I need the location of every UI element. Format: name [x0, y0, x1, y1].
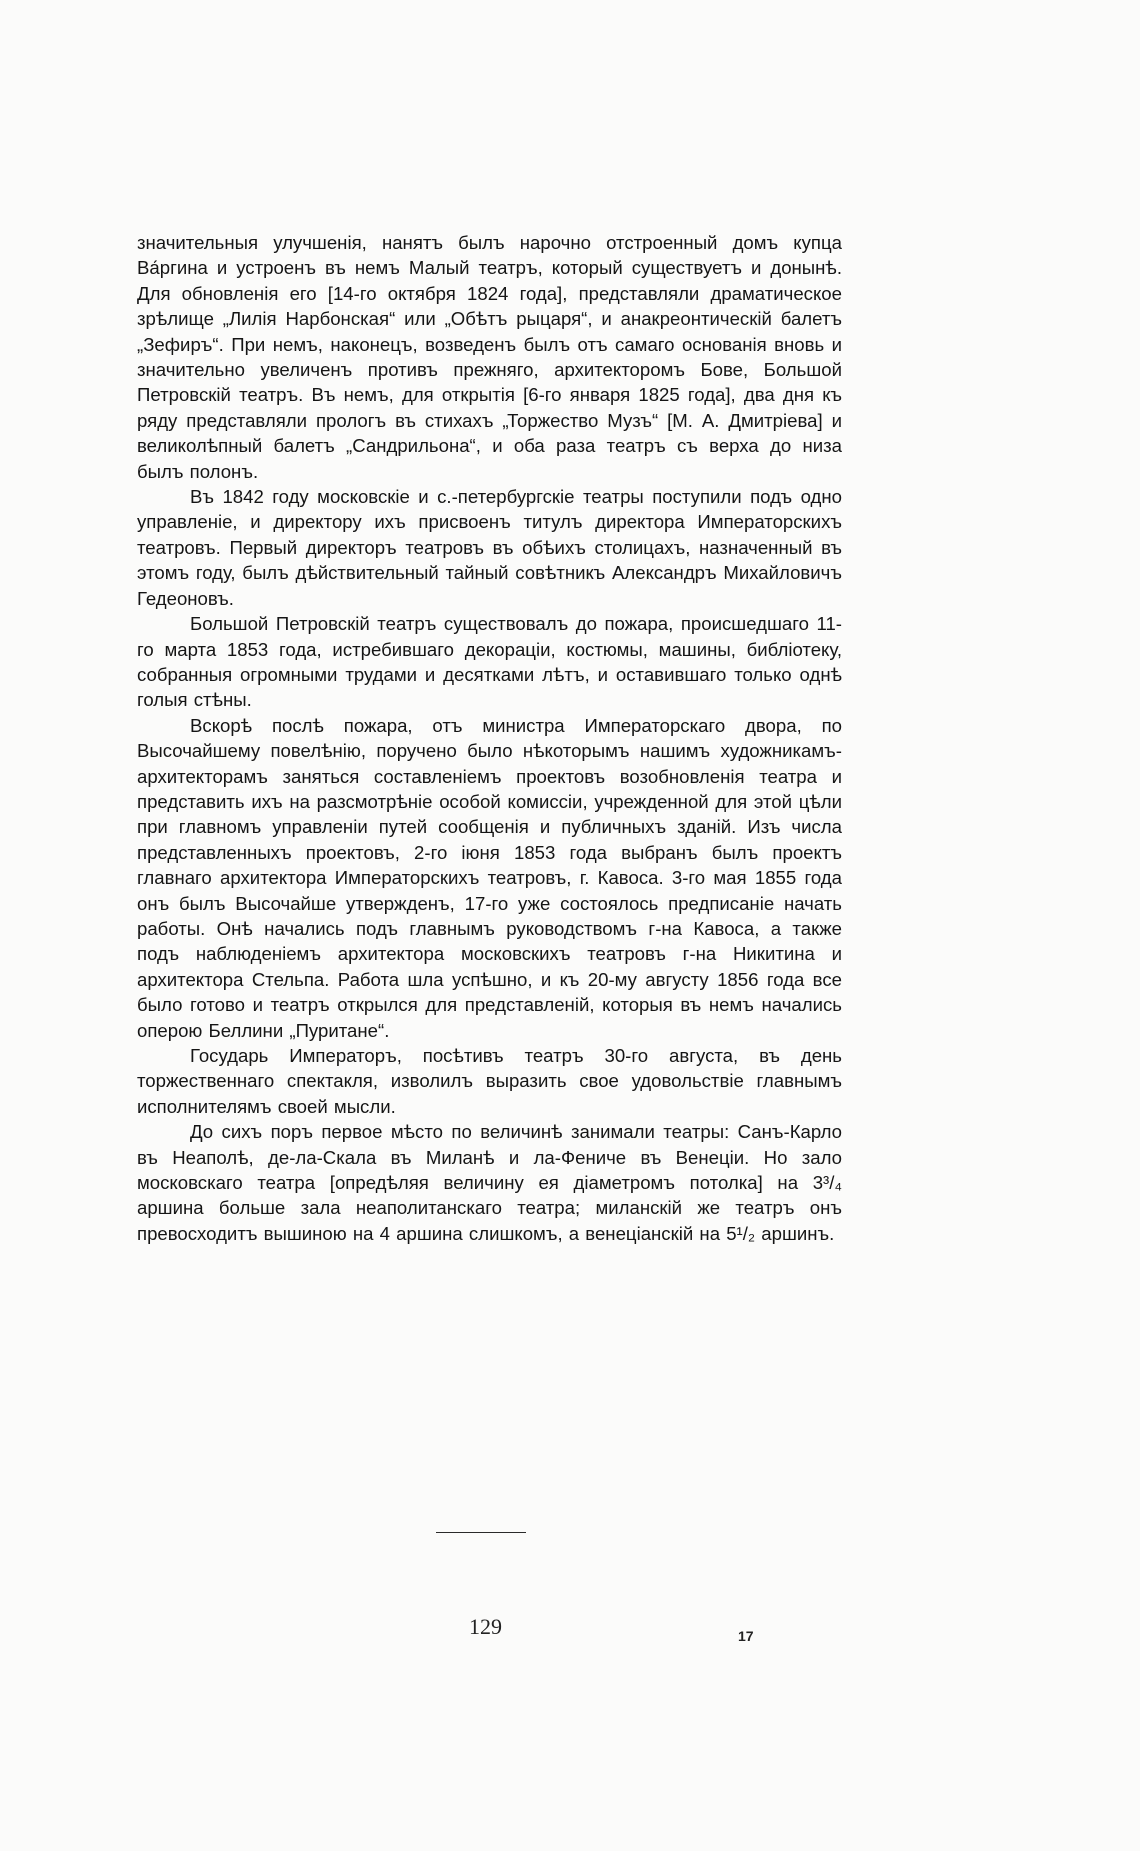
signature-mark: 17 [738, 1628, 754, 1644]
paragraph-6: До сихъ поръ первое мѣсто по величинѣ занимали театры: Санъ-Карло въ Неаполѣ, де-ла-Скала въ Миланѣ и ла-Фениче въ Венеціи. Но зало московскаго театра [опредѣляя величину ея діаметромъ потолка] на 3³/₄ аршина больше зала неаполитанскаго театра; миланскій же театръ онъ превосходитъ вышиною на 4 аршина слишкомъ, а венеціанскій на 5¹/₂ аршинъ. [137, 1121, 842, 1244]
body-text [137, 230, 842, 1246]
paragraph-4: Вскорѣ послѣ пожара, отъ министра Императорскаго двора, по Высочайшему повелѣнію, поручено было нѣкоторымъ нашимъ художникамъ-архитекторамъ заняться составленіемъ проектовъ возобновленія театра и представить ихъ на разсмотрѣніе особой комиссіи, учрежденной для этой цѣли при главномъ управленіи путей сообщенія и публичныхъ зданій. Изъ числа представленныхъ проектовъ, 2-го іюня 1853 года выбранъ былъ проектъ главнаго архитектора Императорскихъ театровъ, г. Кавоса. 3-го мая 1855 года онъ былъ Высочайше утвержденъ, 17-го уже состоялось предписаніе начать работы. Онѣ начались подъ главнымъ руководствомъ г-на Кавоса, а также подъ наблюденіемъ архитектора московскихъ театровъ г-на Никитина и архитектора Стельпа. Работа шла успѣшно, и къ 20-му августу 1856 года все было готово и театръ открылся для представленій, которыя въ немъ начались оперою Беллини „Пуритане“. [137, 714, 842, 1041]
paragraph-1: значительныя улучшенія, нанятъ былъ нарочно отстроенный домъ купца Ва́ргина и устроенъ въ немъ Малый театръ, который существуетъ и донынѣ. Для обновленія его [14-го октября 1824 года], представляли драматическое зрѣлище „Лилія Нарбонская“ или „Обѣтъ рыцаря“, и анакреонтическій балетъ „Зефиръ“. При немъ, наконецъ, возведенъ былъ отъ самаго основанія вновь и значительно увеличенъ противъ прежняго, архитекторомъ Бове, Большой Петровскій театръ. Въ немъ, для открытія [6-го января 1825 года], два дня къ ряду представляли прологъ въ стихахъ „Торжество Музъ“ [М. А. Дмитріева] и великолѣпный балетъ „Сандрильона“, и оба раза театръ съ верха до низа былъ полонъ. [137, 232, 842, 482]
page-number: 129 [469, 1614, 502, 1639]
paragraph-2: Въ 1842 году московскіе и с.-петербургскіе театры поступили подъ одно управленіе, и директору ихъ присвоенъ титулъ директора Императорскихъ театровъ. Первый директоръ театровъ въ обѣихъ столицахъ, назначенный въ этомъ году, былъ дѣйствительный тайный совѣтникъ Александръ Михайловичъ Гедеоновъ. [137, 486, 842, 609]
paragraph-5: Государь Императоръ, посѣтивъ театръ 30-го августа, въ день торжественнаго спектакля, изволилъ выразить свое удовольствіе главнымъ исполнителямъ своей мысли. [137, 1045, 842, 1117]
paragraph-3: Большой Петровскій театръ существовалъ до пожара, происшедшаго 11-го марта 1853 года, истребившаго декораціи, костюмы, машины, библіотеку, собранныя огромными трудами и десятками лѣтъ, и оставившаго только однѣ голыя стѣны. [137, 613, 842, 711]
section-divider [436, 1532, 526, 1533]
